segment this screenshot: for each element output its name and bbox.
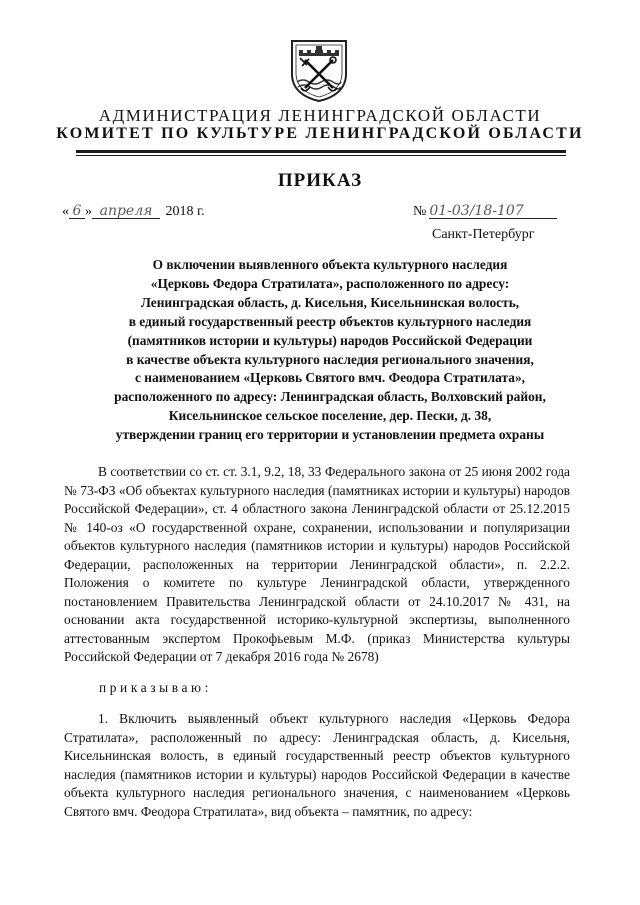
order-keyword: приказываю: <box>99 680 212 695</box>
document-subject <box>60 256 600 445</box>
date-year: 2018 г. <box>165 204 205 219</box>
subject-line: Кисельнинское сельское поселение, дер. Пески, д. 38, <box>168 408 492 424</box>
date-day-handwritten: 6 <box>69 204 85 219</box>
header-divider-thick <box>76 150 566 153</box>
subject-line: О включении выявленного объекта культурного наследия <box>152 257 508 272</box>
subject-line: Ленинградская область, д. Кисельня, Кисельнинская волость, <box>140 294 520 310</box>
number-sign: № <box>413 204 427 219</box>
document-city: Санкт-Петербург <box>432 227 535 242</box>
document-type-title: ПРИКАЗ <box>277 170 363 191</box>
subject-line: утверждении границ его территории и установлении предмета охраны <box>115 427 545 443</box>
date-open-quote: « <box>62 204 69 219</box>
header-divider-thin <box>76 155 566 156</box>
subject-line: в единый государственный реестр объектов культурного наследия <box>128 313 532 329</box>
subject-line: в качестве объекта культурного наследия регионального значения, <box>126 351 534 367</box>
subject-line: «Церковь Федора Стратилата», расположенного по адресу: <box>150 275 510 291</box>
agency-name: АДМИНИСТРАЦИЯ ЛЕНИНГРАДСКОЙ ОБЛАСТИ <box>98 106 542 125</box>
document-date <box>62 204 205 220</box>
subject-line: с наименованием «Церковь Святого вмч. Феодора Стратилата», <box>135 370 525 386</box>
committee-name: КОМИТЕТ ПО КУЛЬТУРЕ ЛЕНИНГРАДСКОЙ ОБЛАСТИ <box>56 125 584 142</box>
date-close-quote: » <box>85 204 92 219</box>
order-clause-1: 1. Включить выявленный объект культурного наследия «Церковь Федора Стратилата», расположенный по адресу: Ленинградская область, д. Кисельня, Кисельнинская волость, в единый государственный реестр объектов культурного наследия (памятников истории и культуры) народов Российской Федерации в качестве объекта культурного наследия регионального значения, с наименованием «Церковь Святого вмч. Феодора Стратилата», вид объекта – памятник, по адресу: <box>64 711 570 819</box>
date-month-handwritten: апреля <box>92 204 160 219</box>
subject-line: (памятников истории и культуры) народов Российской Федерации <box>127 332 533 348</box>
number-handwritten: 01-03/18-107 <box>429 204 557 219</box>
coat-of-arms-icon <box>289 38 349 102</box>
preamble-paragraph: В соответствии со ст. ст. 3.1, 9.2, 18, 33 Федерального закона от 25 июня 2002 года № 73-ФЗ «Об объектах культурного наследия (памятниках истории и культуры) народов Российской Федерации», ст. 4 областного закона Ленинградской области от 25.12.2015 № 140-оз «О государственной охране, сохранении, использовании и популяризации объектов культурного наследия (памятников истории и культуры) народов Российской Федерации, расположенных на территории Ленинградской области», п. 2.2.2. Положения о комитете по культуре Ленинградской области, утвержденного постановлением Правительства Ленинградской области от 24.10.2017 № 431, на основании акта государственной историко-культурной экспертизы, выполненного аттестованным экспертом Прокофьевым М.Ф. (приказ Министерства культуры Российской Федерации от 7 декабря 2016 года № 2678) <box>64 464 570 664</box>
subject-line: расположенного по адресу: Ленинградская область, Волховский район, <box>114 389 546 405</box>
document-number <box>413 204 557 220</box>
